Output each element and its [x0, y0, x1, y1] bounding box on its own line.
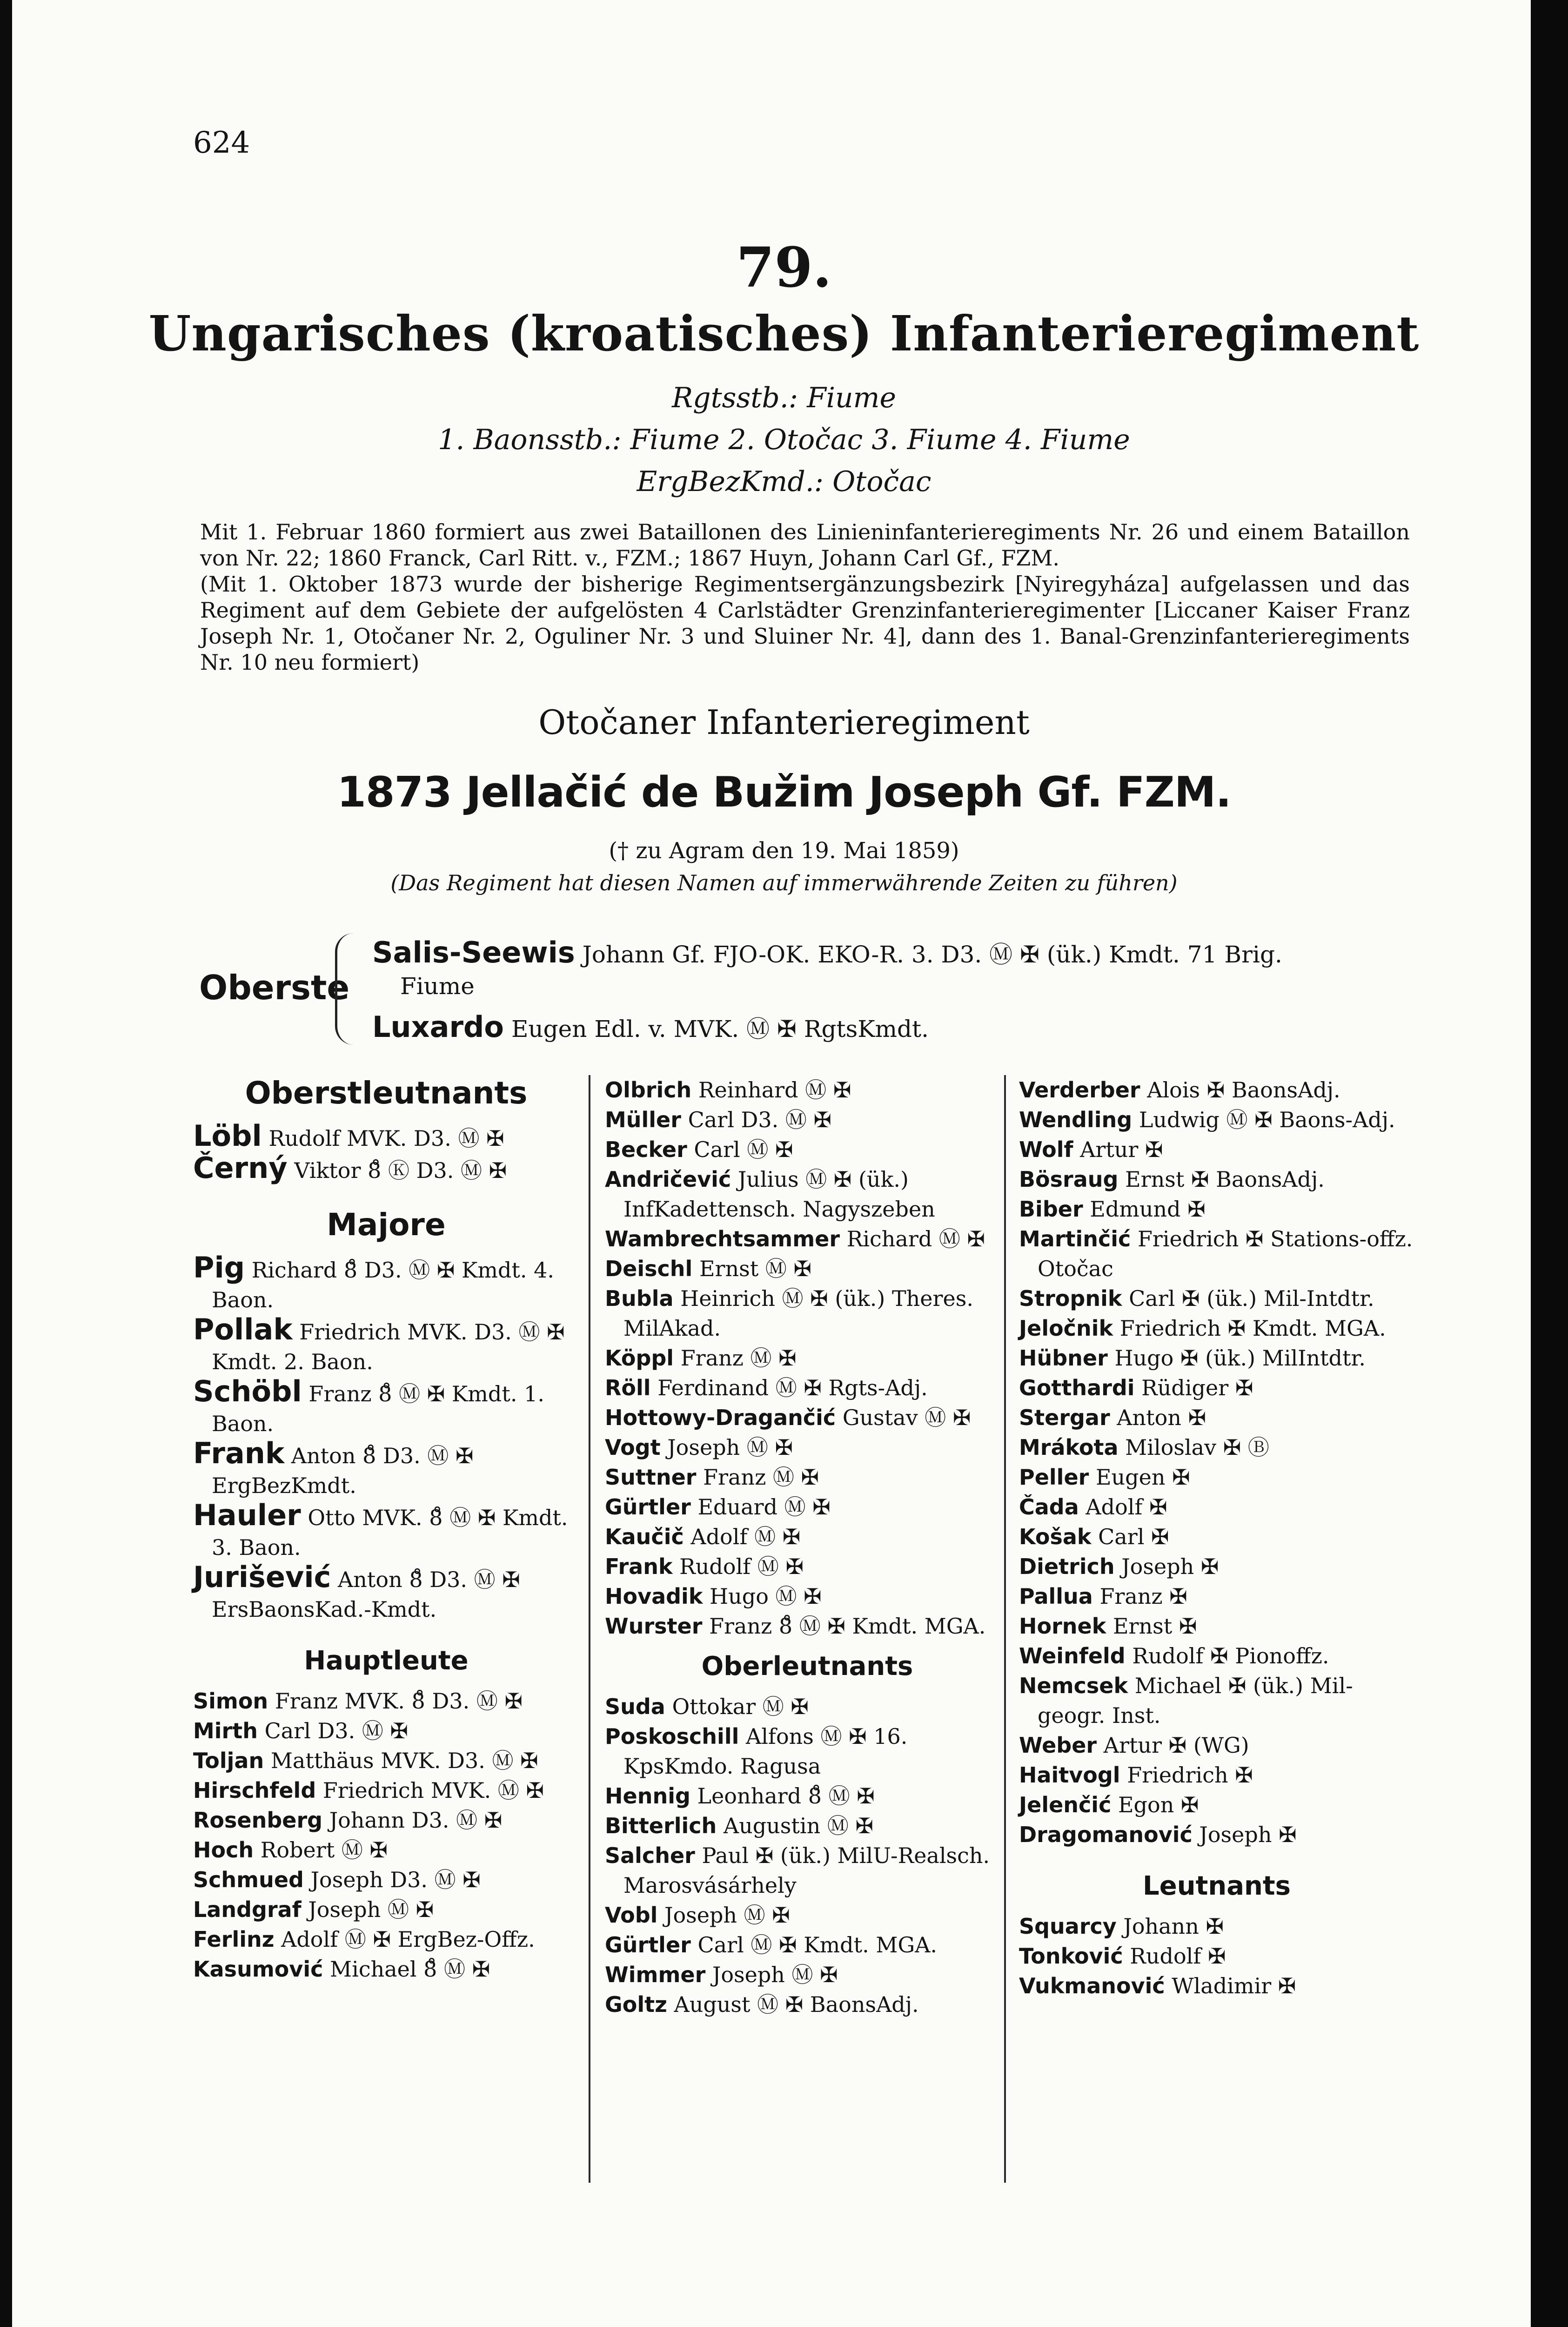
officer-name: Pollak	[193, 1312, 293, 1346]
officer-details: Otto MVK. 8̊ Ⓜ ✠ Kmdt. 3. Baon.	[212, 1505, 568, 1560]
officer-name: Becker	[605, 1137, 687, 1162]
officer-details: Adolf ✠	[1086, 1494, 1167, 1520]
officer-entry	[605, 1811, 1010, 1841]
section-title-majore: Majore	[327, 1207, 446, 1243]
oberst-entry-continuation	[400, 973, 475, 1000]
leutnants-list	[1019, 1911, 1414, 2001]
officer-name: Gürtler	[605, 1932, 691, 1957]
officer-name: Deischl	[605, 1256, 693, 1281]
officer-details: Rudolf ✠ Pionoffz.	[1132, 1643, 1329, 1668]
officer-details: Wladimir ✠	[1172, 1973, 1296, 1998]
officer-details: Carl D3. Ⓜ ✠	[264, 1718, 409, 1743]
officer-name: Löbl	[193, 1119, 262, 1153]
officer-details: Miloslav ✠ Ⓑ	[1125, 1435, 1269, 1460]
officer-name: Košak	[1019, 1524, 1092, 1549]
officer-details: Edmund ✠	[1090, 1197, 1206, 1222]
officer-entry	[605, 1254, 1010, 1284]
officer-details: Leonhard 8̊ Ⓜ ✠	[697, 1783, 875, 1809]
officer-details: Joseph ✠	[1121, 1554, 1219, 1579]
officer-entry	[193, 1374, 579, 1439]
officer-name: Mrákota	[1019, 1435, 1119, 1460]
officer-details: Ernst ✠	[1112, 1614, 1197, 1639]
officer-entry	[193, 1686, 579, 1716]
officer-entry	[193, 1805, 579, 1835]
officer-name: Weinfeld	[1019, 1643, 1126, 1668]
officer-name: Dietrich	[1019, 1554, 1115, 1579]
officer-details: Friedrich ✠	[1127, 1762, 1253, 1788]
officer-entry	[193, 1562, 579, 1624]
officer-entry	[1019, 1581, 1414, 1611]
battalions-line: 1. Baonsstb.: Fiume 2. Otočac 3. Fiume 4. Fiume	[438, 424, 1130, 456]
officer-name: Stergar	[1019, 1405, 1110, 1430]
officer-name: Ferlinz	[193, 1927, 275, 1952]
officer-name: Stropnik	[1019, 1286, 1122, 1311]
officer-name: Hauler	[193, 1498, 301, 1532]
officer-name: Toljan	[193, 1748, 264, 1773]
officer-name: Suda	[605, 1694, 665, 1719]
officer-entry	[1019, 1911, 1414, 1941]
officer-entry	[605, 1105, 1010, 1135]
officer-details: Augustin Ⓜ ✠	[723, 1813, 874, 1838]
oberleutnants-list	[605, 1692, 1010, 2019]
officer-entry	[193, 1954, 579, 1984]
officer-details: Adolf Ⓜ ✠ ErgBez-Offz.	[281, 1927, 535, 1952]
officer-name: Kaučič	[605, 1524, 684, 1549]
officer-entry	[1019, 1403, 1414, 1433]
officer-details: Franz Ⓜ ✠	[703, 1465, 819, 1490]
officer-details: Joseph Ⓜ ✠	[712, 1962, 838, 1987]
officer-details: Hugo Ⓜ ✠	[710, 1584, 822, 1609]
officer-details: Gustav Ⓜ ✠	[842, 1405, 971, 1430]
officer-entry	[605, 1164, 1010, 1224]
officer-details: Julius Ⓜ ✠ (ük.) InfKadettensch. Nagyszeben	[623, 1167, 935, 1222]
officer-details: Eduard Ⓜ ✠	[697, 1494, 831, 1520]
officer-entry	[1019, 1135, 1414, 1164]
officer-entry	[1019, 1941, 1414, 1971]
officer-entry	[605, 1462, 1010, 1492]
oberleutnants-list-continued	[1019, 1075, 1414, 1849]
column-2	[605, 1075, 1010, 2019]
officer-entry	[1019, 1194, 1414, 1224]
officer-name: Frank	[605, 1554, 673, 1579]
officer-details: Ernst Ⓜ ✠	[699, 1256, 812, 1281]
officer-entry	[605, 1581, 1010, 1611]
officer-name: Frank	[193, 1436, 285, 1470]
officer-entry	[193, 1746, 579, 1776]
officer-entry	[193, 1153, 579, 1185]
officer-name: Hoch	[193, 1837, 254, 1863]
officer-details: Joseph ✠	[1199, 1822, 1297, 1847]
officer-details: Eugen ✠	[1095, 1465, 1190, 1490]
officer-name: Weber	[1019, 1733, 1097, 1758]
column-1	[193, 1075, 579, 1984]
officer-details: Anton 8̊ D3. Ⓜ ✠ ErgBezKmdt.	[212, 1443, 474, 1498]
officer-name: Martinčić	[1019, 1226, 1131, 1251]
brace-shape	[335, 933, 356, 1045]
officer-entry	[605, 1343, 1010, 1373]
officer-entry	[605, 1433, 1010, 1462]
officer-entry	[605, 1135, 1010, 1164]
officer-details: Egon ✠	[1118, 1792, 1199, 1817]
oberstleutnants-list	[193, 1121, 579, 1185]
officer-details: Franz 8̊ Ⓜ ✠ Kmdt. MGA.	[709, 1614, 986, 1639]
officer-entry	[193, 1436, 579, 1500]
officer-details: Friedrich ✠ Kmdt. MGA.	[1119, 1316, 1386, 1341]
officer-name: Olbrich	[605, 1077, 692, 1103]
officer-name: Tonković	[1019, 1944, 1123, 1969]
officer-entry	[193, 1312, 579, 1377]
officer-name: Salcher	[605, 1843, 695, 1868]
officer-name: Wimmer	[605, 1962, 706, 1987]
officer-details: Artur ✠	[1080, 1137, 1163, 1162]
column-divider	[589, 1075, 590, 2183]
majore-list	[193, 1253, 579, 1624]
officer-entry	[1019, 1164, 1414, 1194]
inhaber-note: († zu Agram den 19. Mai 1859)	[609, 838, 959, 864]
officer-details: Joseph Ⓜ ✠	[667, 1435, 793, 1460]
officer-name: Simon	[193, 1688, 268, 1714]
officer-entry	[193, 1500, 579, 1562]
section-title-oberstleutnants: Oberstleutnants	[245, 1075, 528, 1111]
officer-name: Kasumović	[193, 1957, 323, 1982]
officer-details: Michael 8̊ Ⓜ ✠	[330, 1957, 490, 1982]
officer-name: Nemcsek	[1019, 1673, 1128, 1698]
officer-entry	[1019, 1313, 1414, 1343]
officer-entry	[1019, 1760, 1414, 1790]
officer-name: Čada	[1019, 1494, 1079, 1520]
officer-details: Carl ✠ (ük.) Mil-Intdtr.	[1129, 1286, 1374, 1311]
oberst-name: Luxardo	[372, 1010, 504, 1044]
officer-name: Dragomanović	[1019, 1822, 1193, 1847]
officer-name: Wurster	[605, 1614, 703, 1639]
officer-entry	[1019, 1790, 1414, 1820]
officer-details: Anton 8̊ D3. Ⓜ ✠ ErsBaonsKad.-Kmdt.	[212, 1567, 520, 1622]
officer-details: Rüdiger ✠	[1141, 1375, 1253, 1400]
officer-name: Vukmanović	[1019, 1973, 1165, 1998]
officer-name: Jeločnik	[1019, 1316, 1113, 1341]
officer-entry	[1019, 1971, 1414, 2001]
officer-details: Anton ✠	[1117, 1405, 1206, 1430]
officer-details: Joseph D3. Ⓜ ✠	[310, 1867, 481, 1892]
officer-entry	[1019, 1433, 1414, 1462]
officer-details: Ernst ✠ BaonsAdj.	[1125, 1167, 1325, 1192]
officer-name: Pig	[193, 1251, 245, 1285]
oberst-details: Fiume	[400, 973, 475, 1000]
history-paragraph: Mit 1. Februar 1860 formiert aus zwei Bataillonen des Linieninfanterieregiments Nr. 26 und einem Bataillon von Nr. 22; 1860 Franck, Carl Ritt. v., FZM.; 1867 Huyn, Johann Carl Gf., FZM.	[200, 519, 1410, 571]
officer-entry	[1019, 1641, 1414, 1671]
officer-entry	[605, 1403, 1010, 1433]
officer-details: August Ⓜ ✠ BaonsAdj.	[674, 1992, 919, 2017]
officer-name: Wolf	[1019, 1137, 1073, 1162]
officer-name: Hovadik	[605, 1584, 703, 1609]
officer-name: Jelenčić	[1019, 1792, 1112, 1817]
officer-details: Carl Ⓜ ✠	[694, 1137, 793, 1162]
officer-details: Joseph Ⓜ ✠	[308, 1897, 434, 1922]
regiment-history	[200, 519, 1410, 675]
officer-name: Andričević	[605, 1167, 731, 1192]
officer-name: Bubla	[605, 1286, 674, 1311]
officer-entry	[1019, 1492, 1414, 1522]
officer-entry	[605, 1552, 1010, 1581]
officer-name: Poskoschill	[605, 1724, 739, 1749]
officer-entry	[193, 1716, 579, 1746]
officer-entry	[605, 1781, 1010, 1811]
officer-details: Friedrich ✠ Stations-offz. Otočac	[1038, 1226, 1413, 1281]
officer-name: Vogt	[605, 1435, 661, 1460]
page-number: 624	[193, 126, 250, 160]
officer-name: Peller	[1019, 1465, 1089, 1490]
officer-entry	[1019, 1730, 1414, 1760]
staff-line: Rgtsstb.: Fiume	[671, 382, 897, 414]
officer-details: Franz ✠	[1099, 1584, 1187, 1609]
officer-entry	[1019, 1075, 1414, 1105]
officer-entry	[1019, 1820, 1414, 1849]
officer-entry	[605, 1284, 1010, 1343]
officer-name: Gotthardi	[1019, 1375, 1135, 1400]
officer-entry	[193, 1121, 579, 1153]
officer-details: Johann D3. Ⓜ ✠	[329, 1808, 503, 1833]
officer-details: Carl Ⓜ ✠ Kmdt. MGA.	[697, 1932, 938, 1957]
officer-entry	[193, 1865, 579, 1895]
officer-entry	[605, 1692, 1010, 1722]
officer-name: Hennig	[605, 1783, 690, 1809]
officer-entry	[1019, 1224, 1414, 1284]
inhaber-clause: (Das Regiment hat diesen Namen auf immerwährende Zeiten zu führen)	[390, 870, 1178, 895]
officer-details: Joseph Ⓜ ✠	[664, 1903, 790, 1928]
officer-details: Franz 8̊ Ⓜ ✠ Kmdt. 1. Baon.	[212, 1381, 544, 1436]
officer-name: Müller	[605, 1107, 681, 1132]
officer-name: Hirschfeld	[193, 1778, 316, 1803]
officer-entry	[605, 1960, 1010, 1990]
officer-entry	[605, 1075, 1010, 1105]
officer-entry	[193, 1895, 579, 1924]
officer-details: Matthäus MVK. D3. Ⓜ ✠	[270, 1748, 538, 1773]
officer-details: Reinhard Ⓜ ✠	[698, 1077, 851, 1103]
officer-details: Ferdinand Ⓜ ✠ Rgts-Adj.	[657, 1375, 928, 1400]
section-title-hauptleute: Hauptleute	[304, 1646, 469, 1676]
oberst-entry	[372, 935, 1282, 969]
officer-name: Gürtler	[605, 1494, 691, 1520]
inhaber-name: 1873 Jellačić de Bužim Joseph Gf. FZM.	[337, 768, 1231, 817]
officer-name: Vobl	[605, 1903, 658, 1928]
officer-name: Bösraug	[1019, 1167, 1119, 1192]
officer-entry	[1019, 1522, 1414, 1552]
officer-entry	[1019, 1284, 1414, 1313]
officer-name: Wambrechtsammer	[605, 1226, 840, 1251]
district-line: ErgBezKmd.: Otočac	[637, 465, 931, 498]
officer-entry	[193, 1924, 579, 1954]
officer-entry	[1019, 1552, 1414, 1581]
officer-entry	[605, 1492, 1010, 1522]
officer-entry	[605, 1522, 1010, 1552]
officer-name: Squarcy	[1019, 1914, 1117, 1939]
officer-name: Pallua	[1019, 1584, 1093, 1609]
officer-details: Franz MVK. 8̊ D3. Ⓜ ✠	[275, 1688, 523, 1714]
officer-details: Rudolf ✠	[1130, 1944, 1226, 1969]
officer-details: Artur ✠ (WG)	[1103, 1733, 1249, 1758]
officer-name: Jurišević	[193, 1560, 331, 1594]
officer-details: Richard Ⓜ ✠	[846, 1226, 985, 1251]
officer-details: Franz Ⓜ ✠	[680, 1345, 797, 1371]
officer-details: Hugo ✠ (ük.) MilIntdtr.	[1114, 1345, 1366, 1371]
officer-entry	[193, 1253, 579, 1315]
officer-name: Röll	[605, 1375, 651, 1400]
officer-entry	[1019, 1611, 1414, 1641]
oberst-name: Salis-Seewis	[372, 935, 575, 969]
officer-entry	[1019, 1373, 1414, 1403]
oberst-details: Johann Gf. FJO-OK. EKO-R. 3. D3. Ⓜ ✠ (ük.) Kmdt. 71 Brig.	[582, 941, 1282, 968]
officer-name: Wendling	[1019, 1107, 1132, 1132]
officer-name: Černý	[193, 1151, 288, 1185]
officer-details: Paul ✠ (ük.) MilU-Realsch. Marosvásárhely	[623, 1843, 990, 1898]
oberst-details: Eugen Edl. v. MVK. Ⓜ ✠ RgtsKmdt.	[511, 1016, 929, 1042]
section-title-leutnants: Leutnants	[1143, 1871, 1291, 1901]
officer-name: Köppl	[605, 1345, 674, 1371]
officer-entry	[605, 1373, 1010, 1403]
officer-name: Hottowy-Dragančić	[605, 1405, 836, 1430]
officer-details: Rudolf MVK. D3. Ⓜ ✠	[268, 1126, 504, 1151]
officer-entry	[605, 1224, 1010, 1254]
officer-name: Suttner	[605, 1465, 697, 1490]
hauptleute-list-continued	[605, 1075, 1010, 1641]
officer-name: Schöbl	[193, 1374, 302, 1408]
officer-details: Viktor 8̊ Ⓚ D3. Ⓜ ✠	[294, 1158, 507, 1183]
officer-name: Hübner	[1019, 1345, 1108, 1371]
officer-entry	[605, 1900, 1010, 1930]
officer-details: Heinrich Ⓜ ✠ (ük.) Theres. MilAkad.	[623, 1286, 973, 1341]
officer-name: Landgraf	[193, 1897, 302, 1922]
officer-details: Michael ✠ (ük.) Mil-geogr. Inst.	[1038, 1673, 1353, 1728]
regiment-number: 79.	[736, 235, 832, 300]
officer-name: Hornek	[1019, 1614, 1106, 1639]
officer-name: Goltz	[605, 1992, 667, 2017]
officer-entry	[605, 1841, 1010, 1900]
officer-entry	[605, 1930, 1010, 1960]
officer-name: Mirth	[193, 1718, 258, 1743]
section-title-oberleutnants: Oberleutnants	[701, 1651, 913, 1681]
sub-heading: Otočaner Infanterieregiment	[538, 703, 1030, 742]
officer-details: Richard 8̊ D3. Ⓜ ✠ Kmdt. 4. Baon.	[212, 1258, 555, 1312]
officer-name: Rosenberg	[193, 1808, 323, 1833]
hauptleute-list	[193, 1686, 579, 1984]
officer-entry	[193, 1835, 579, 1865]
officer-entry	[605, 1990, 1010, 2019]
officer-details: Alois ✠ BaonsAdj.	[1147, 1077, 1340, 1103]
officer-details: Johann ✠	[1123, 1914, 1224, 1939]
officer-details: Ottokar Ⓜ ✠	[672, 1694, 809, 1719]
officer-details: Friedrich MVK. D3. Ⓜ ✠ Kmdt. 2. Baon.	[212, 1319, 565, 1374]
column-3	[1019, 1075, 1414, 2001]
officer-name: Bitterlich	[605, 1813, 717, 1838]
officer-entry	[605, 1722, 1010, 1781]
regiment-title: Ungarisches (kroatisches) Infanterieregiment	[148, 305, 1420, 362]
officer-entry	[1019, 1343, 1414, 1373]
officer-entry	[1019, 1105, 1414, 1135]
officer-name: Verderber	[1019, 1077, 1140, 1103]
officer-name: Schmued	[193, 1867, 304, 1892]
officer-details: Robert Ⓜ ✠	[260, 1837, 388, 1863]
officer-entry	[1019, 1671, 1414, 1730]
officer-entry	[605, 1611, 1010, 1641]
oberste-label: Oberste	[199, 968, 350, 1007]
officer-name: Haitvogl	[1019, 1762, 1120, 1788]
officer-entry	[193, 1776, 579, 1805]
officer-details: Alfons Ⓜ ✠ 16. KpsKmdo. Ragusa	[623, 1724, 908, 1779]
officer-details: Rudolf Ⓜ ✠	[679, 1554, 804, 1579]
officer-details: Carl D3. Ⓜ ✠	[688, 1107, 832, 1132]
officer-details: Adolf Ⓜ ✠	[690, 1524, 801, 1549]
officer-details: Carl ✠	[1098, 1524, 1169, 1549]
officer-name: Biber	[1019, 1197, 1083, 1222]
officer-details: Friedrich MVK. Ⓜ ✠	[322, 1778, 544, 1803]
officer-entry	[1019, 1462, 1414, 1492]
history-paragraph: (Mit 1. Oktober 1873 wurde der bisherige Regimentsergänzungsbezirk [Nyiregyháza] aufgelassen und das Regiment auf dem Gebiete der aufgelösten 4 Carlstädter Grenzinfanterieregimenter [Liccaner Kaiser Franz Joseph Nr. 1, Otočaner Nr. 2, Oguliner Nr. 3 und Sluiner Nr. 4], dann des 1. Banal-Grenzinfanterieregiments Nr. 10 neu formiert)	[200, 572, 1410, 675]
oberst-entry	[372, 1010, 929, 1044]
officer-details: Ludwig Ⓜ ✠ Baons-Adj.	[1139, 1107, 1395, 1132]
